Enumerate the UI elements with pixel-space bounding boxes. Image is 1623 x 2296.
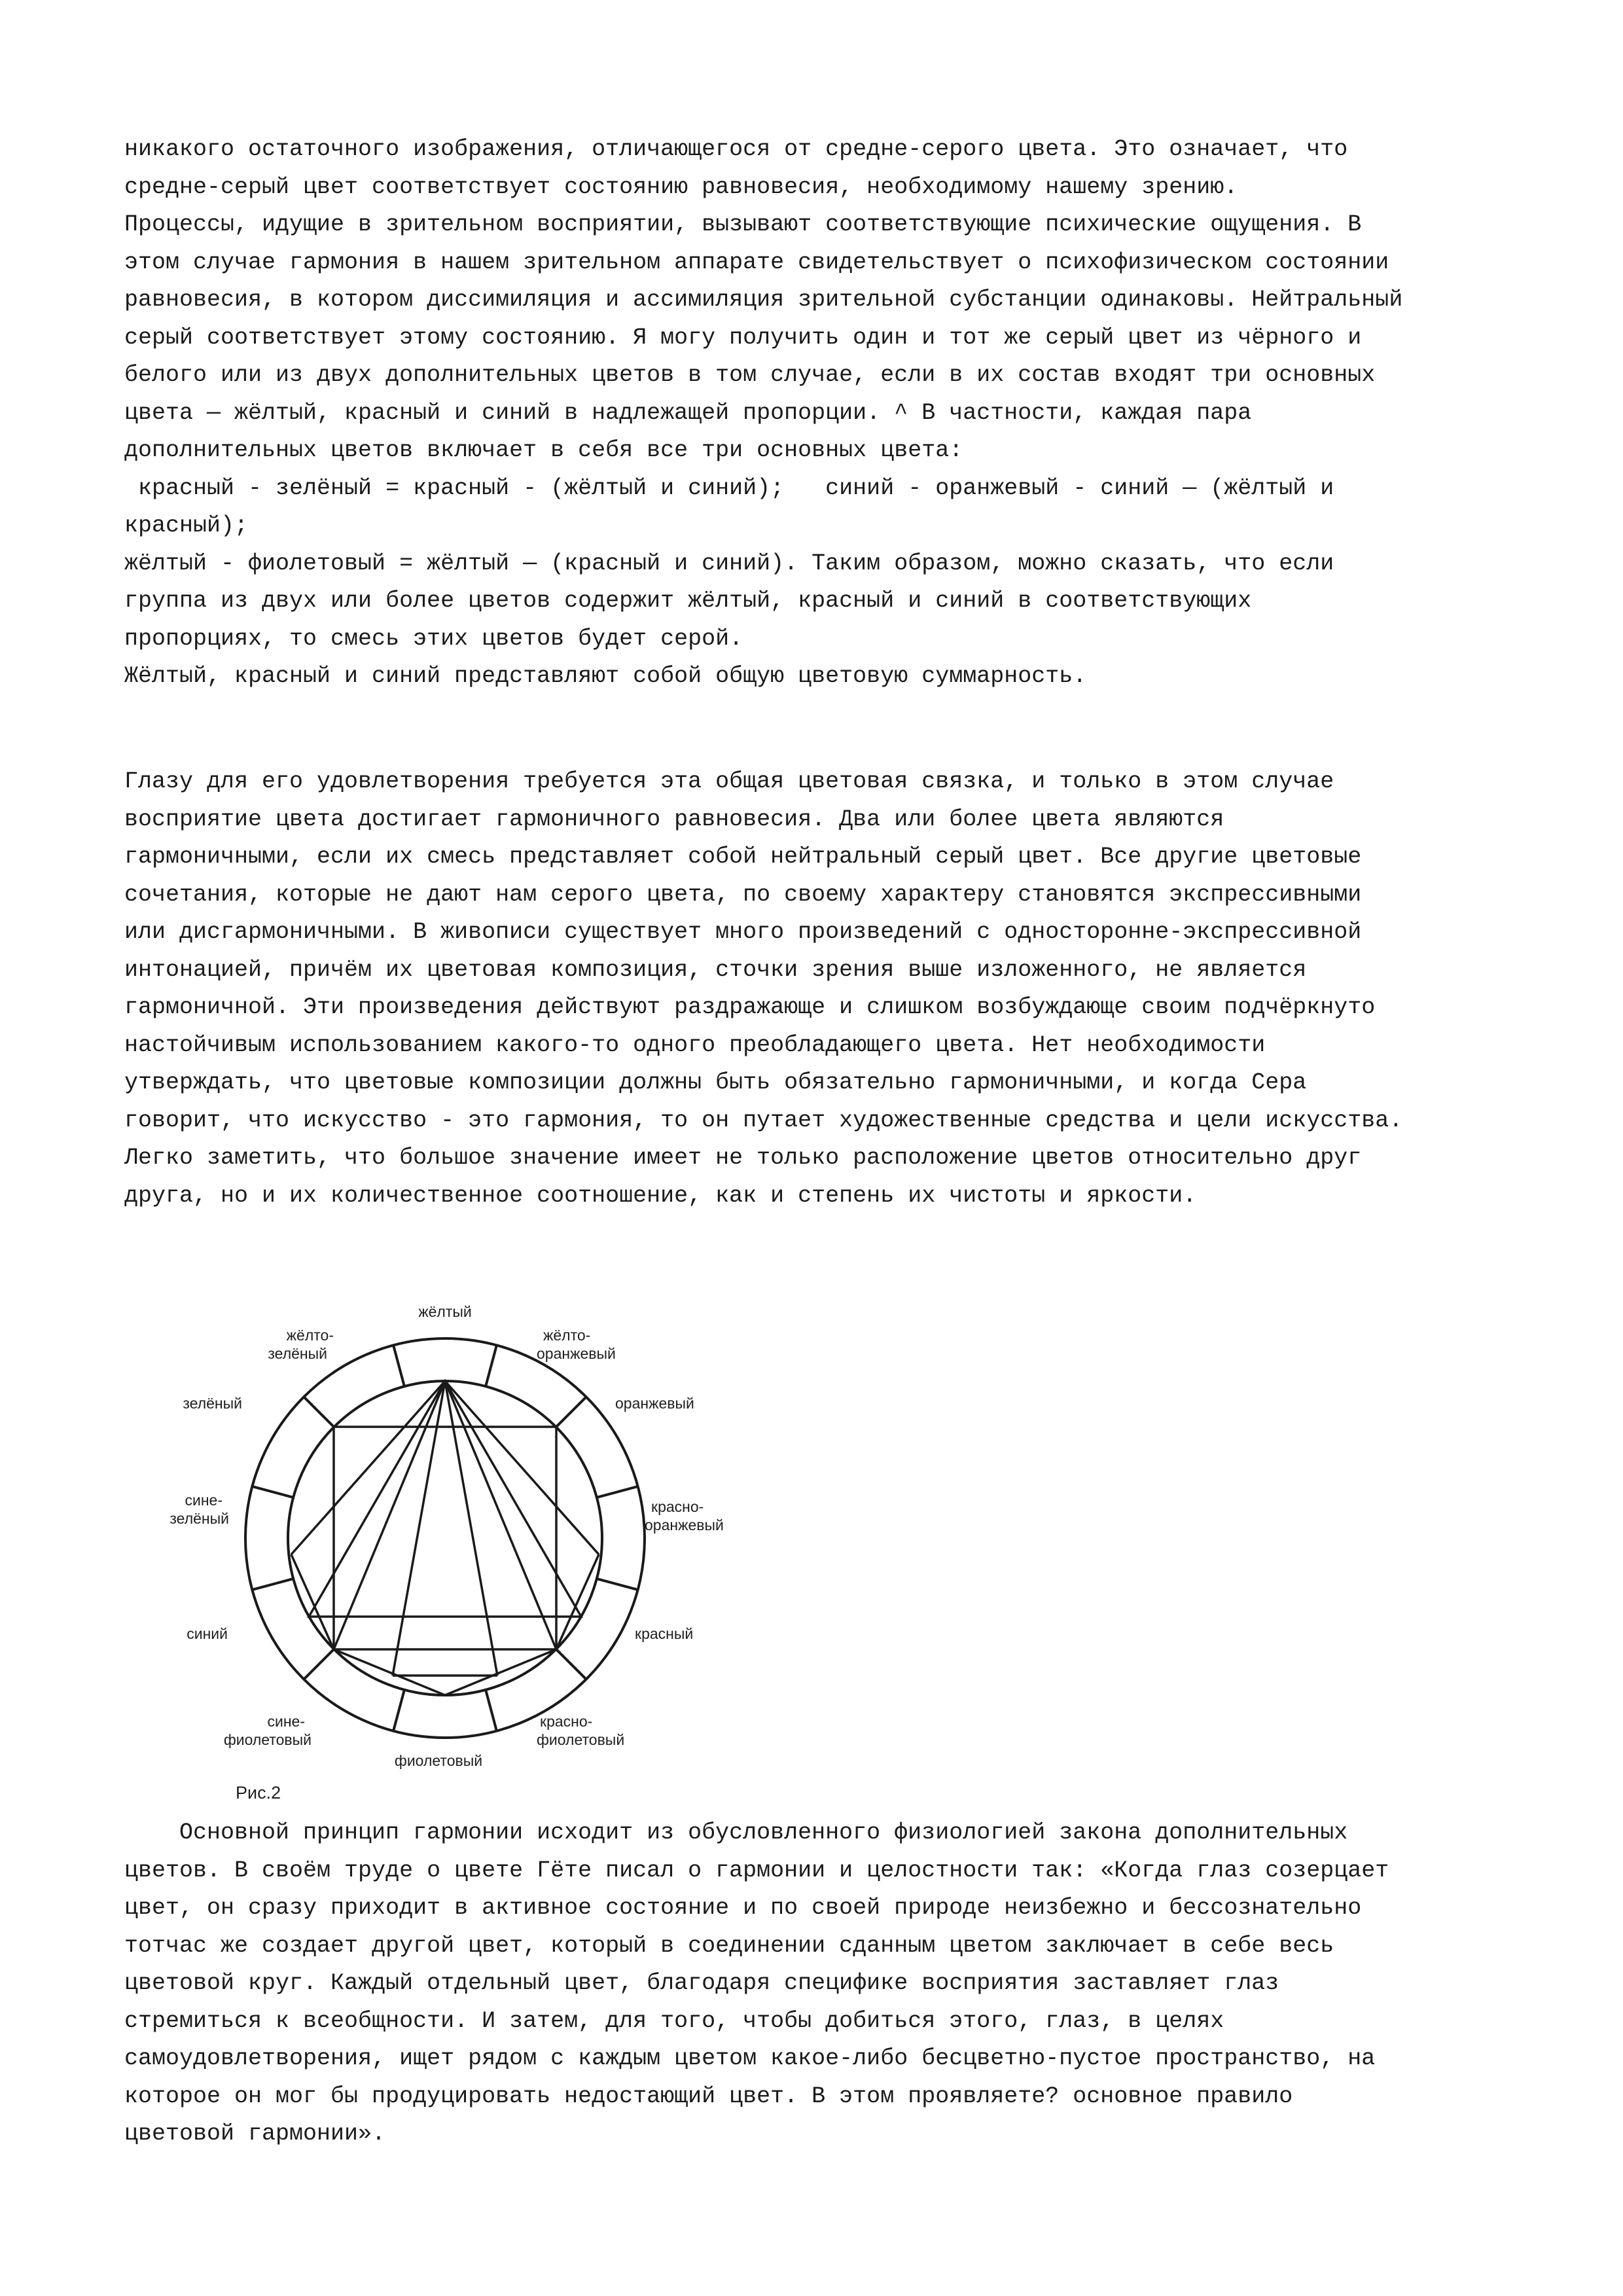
text-line: которое он мог бы продуцировать недостающий цвет. В этом проявляете? основное правило bbox=[124, 2083, 1293, 2109]
text-line: цветов. В своём труде о цвете Гёте писал о гармонии и целостности так: «Когда глаз созерцает bbox=[124, 1857, 1389, 1884]
paragraph-complementary-colors bbox=[124, 131, 1525, 696]
text-line: настойчивым использованием какого-то одного преобладающего цвета. Нет необходимости bbox=[124, 1031, 1266, 1058]
label-yellow-orange-1: жёлто- bbox=[543, 1327, 591, 1344]
segment-divider bbox=[304, 1397, 334, 1427]
segment-divider bbox=[556, 1649, 586, 1679]
segment-divider bbox=[393, 1345, 404, 1386]
text-line: Глазу для его удовлетворения требуется эта общая цветовая связка, и только в этом случае bbox=[124, 768, 1334, 795]
octagon-edge-lower-left bbox=[291, 1554, 334, 1649]
text-line: или дисгармоничными. В живописи существует много произведений с односторонне-экспрессивной bbox=[124, 919, 1362, 945]
label-violet: фиолетовый bbox=[394, 1752, 483, 1769]
text-line: цвета — жёлтый, красный и синий в надлежащей пропорции. ^ В частности, каждая пара bbox=[124, 399, 1252, 426]
text-line: группа из двух или более цветов содержит жёлтый, красный и синий в соответствующих bbox=[124, 588, 1252, 614]
inscribed-shapes bbox=[288, 1381, 602, 1695]
label-blue-violet-2: фиолетовый bbox=[223, 1731, 312, 1748]
label-yellow: жёлтый bbox=[418, 1303, 472, 1320]
figure-caption: Рис.2 bbox=[236, 1783, 281, 1803]
text-line: равновесия, в котором диссимиляция и ассимиляция зрительной субстанции одинаковы. Нейтральный bbox=[124, 287, 1403, 313]
text-line: серый соответствует этому состоянию. Я могу получить один и тот же серый цвет из чёрного и bbox=[124, 324, 1362, 351]
segment-divider bbox=[393, 1690, 404, 1731]
octagon-edge-lower-right bbox=[556, 1554, 599, 1649]
segment-divider bbox=[304, 1649, 334, 1679]
label-green: зелёный bbox=[183, 1395, 242, 1412]
text-line: жёлтый - фиолетовый = жёлтый — (красный и синий). Таким образом, можно сказать, что если bbox=[124, 550, 1334, 577]
label-blue-green-2: зелёный bbox=[169, 1510, 229, 1527]
segment-divider bbox=[556, 1397, 586, 1427]
paragraph-harmony bbox=[124, 763, 1525, 1215]
text-line: стремиться к всеобщности. И затем, для того, чтобы добиться этого, глаз, в целях bbox=[124, 2007, 1224, 2034]
text-line: цветовой гармонии». bbox=[124, 2121, 386, 2147]
text-line: дополнительных цветов включает в себя все три основных цвета: bbox=[124, 437, 963, 463]
text-line: сочетания, которые не дают нам серого цвета, по своему характеру становятся экспрессивными bbox=[124, 881, 1362, 908]
text-line: белого или из двух дополнительных цветов в том случае, если в их состав входят три основных bbox=[124, 362, 1376, 388]
text-line: Легко заметить, что большое значение имеет не только расположение цветов относительно друг bbox=[124, 1145, 1362, 1171]
segment-divider bbox=[597, 1579, 638, 1590]
label-red-orange-2: оранжевый bbox=[645, 1516, 724, 1534]
label-red-violet-1: красно- bbox=[540, 1713, 593, 1730]
label-yellow-orange-2: оранжевый bbox=[537, 1345, 616, 1362]
fan-line-right bbox=[445, 1381, 556, 1676]
text-line: пропорциях, то смесь этих цветов будет серой. bbox=[124, 625, 743, 652]
paragraph-goethe-quote bbox=[124, 1814, 1525, 2153]
segment-dividers bbox=[252, 1345, 637, 1731]
text-line: никакого остаточного изображения, отличающегося от средне-серого цвета. Это означает, что bbox=[124, 136, 1348, 162]
text-line: цвет, он сразу приходит в активное состояние и по своей природе неизбежно и бессознательно bbox=[124, 1895, 1362, 1921]
segment-divider bbox=[486, 1345, 497, 1386]
segment-divider bbox=[486, 1690, 497, 1731]
label-blue-violet-1: сине- bbox=[267, 1713, 305, 1730]
text-line: красный - зелёный = красный - (жёлтый и синий); синий - оранжевый - синий — (жёлтый и bbox=[124, 475, 1334, 501]
label-yellow-green-1: жёлто- bbox=[286, 1327, 334, 1344]
segment-divider bbox=[252, 1486, 293, 1498]
label-blue-green-1: сине- bbox=[185, 1492, 223, 1509]
text-line: Процессы, идущие в зрительном восприятии, вызывают соответствующие психические ощущения. В bbox=[124, 211, 1362, 238]
text-line: интонацией, причём их цветовая композиция, сточки зрения выше изложенного, не является bbox=[124, 956, 1307, 983]
text-line: Основной принцип гармонии исходит из обусловленного физиологией закона дополнительных bbox=[179, 1820, 1348, 1846]
text-line: гармоничной. Эти произведения действуют раздражающе и слишком возбуждающе своим подчёркнуто bbox=[124, 994, 1376, 1020]
label-blue: синий bbox=[187, 1625, 228, 1642]
text-line: говорит, что искусство - это гармония, то он путает художественные средства и цели искусства. bbox=[124, 1107, 1403, 1134]
color-wheel-diagram bbox=[118, 1257, 759, 1806]
text-line: друга, но и их количественное соотношение, как и степень их чистоты и яркости. bbox=[124, 1182, 1197, 1209]
segment-divider bbox=[252, 1579, 293, 1590]
text-line: красный); bbox=[124, 512, 249, 539]
text-line: цветовой круг. Каждый отдельный цвет, благодаря специфике восприятия заставляет глаз bbox=[124, 1970, 1279, 1996]
segment-divider bbox=[597, 1486, 638, 1498]
label-red-orange-1: красно- bbox=[651, 1498, 704, 1515]
inscribed-triangle bbox=[309, 1381, 581, 1617]
text-line: утверждать, что цветовые композиции должны быть обязательно гармоничными, и когда Сера bbox=[124, 1069, 1307, 1096]
label-red: красный bbox=[635, 1625, 694, 1642]
octagon-edge-bottom-left bbox=[334, 1649, 445, 1695]
text-line: средне-серый цвет соответствует состоянию равновесия, необходимому нашему зрению. bbox=[124, 173, 1238, 200]
color-labels bbox=[169, 1303, 723, 1769]
text-line: восприятие цвета достигает гармоничного равновесия. Два или более цвета являются bbox=[124, 806, 1224, 833]
fan-line-left bbox=[334, 1381, 445, 1676]
label-orange: оранжевый bbox=[615, 1395, 694, 1412]
label-red-violet-2: фиолетовый bbox=[537, 1731, 625, 1748]
text-line: гармоничными, если их смесь представляет собой нейтральный серый цвет. Все другие цветовые bbox=[124, 844, 1362, 870]
octagon-edge-bottom-right bbox=[445, 1649, 556, 1695]
text-line: этом случае гармония в нашем зрительном аппарате свидетельствует о психофизическом состоянии bbox=[124, 249, 1389, 276]
text-line: тотчас же создает другой цвет, который в соединении сданным цветом заключает в себе весь bbox=[124, 1932, 1334, 1959]
text-line: Жёлтый, красный и синий представляют собой общую цветовую суммарность. bbox=[124, 663, 1087, 689]
label-yellow-green-2: зелёный bbox=[268, 1345, 327, 1362]
color-wheel-figure bbox=[118, 1257, 759, 1806]
text-line: самоудовлетворения, ищет рядом с каждым цветом какое-либо бесцветно-пустое пространство, на bbox=[124, 2045, 1376, 2072]
